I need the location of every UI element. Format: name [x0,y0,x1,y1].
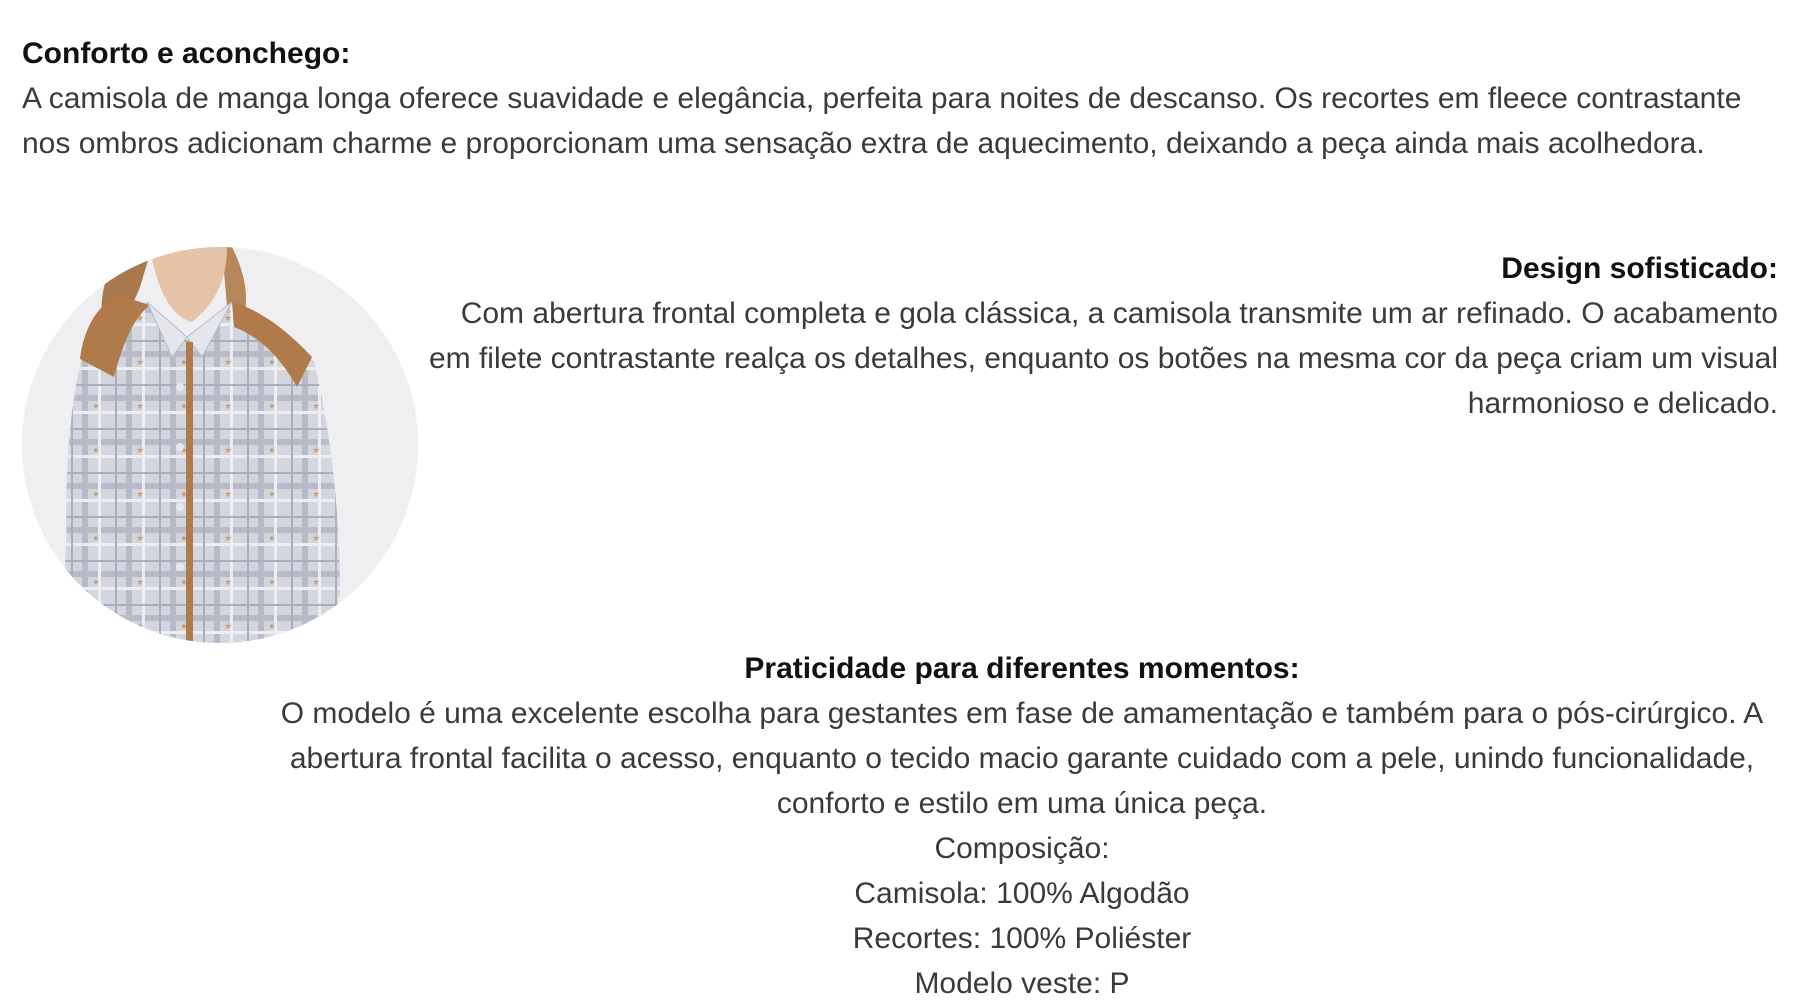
section-heading: Praticidade para diferentes momentos: [744,652,1300,685]
section-body: A camisola de manga longa oferece suavidade e elegância, perfeita para noites de descanso. Os recortes em fleece contrastante nos ombros adicionam charme e proporcionam uma sensação extra de aquecimento, deixando a peça ainda mais acolhedora. [22,82,1742,160]
composition-camisola: Camisola: 100% Algodão [854,877,1190,910]
section-heading: Conforto e aconchego: [22,37,351,70]
section-body: Com abertura frontal completa e gola clássica, a camisola transmite um ar refinado. O acabamento em filete contrastante realça os detalhes, enquanto os botões na mesma cor da peça criam um visual harmonioso e delicado. [428,297,1778,420]
model-size: Modelo veste: P [914,967,1130,1000]
section-conforto [22,32,1778,166]
composition-label: Composição: [934,832,1110,865]
product-photo [22,247,418,643]
section-praticidade [262,647,1782,1006]
section-heading: Design sofisticado: [1501,252,1778,285]
section-body: O modelo é uma excelente escolha para gestantes em fase de amamentação e também para o pós-cirúrgico. A abertura frontal facilita o acesso, enquanto o tecido macio garante cuidado com a pele, unindo funcionalidade, conforto e estilo em uma única peça. [280,697,1764,820]
section-design [418,247,1778,426]
composition-recortes: Recortes: 100% Poliéster [852,922,1192,955]
